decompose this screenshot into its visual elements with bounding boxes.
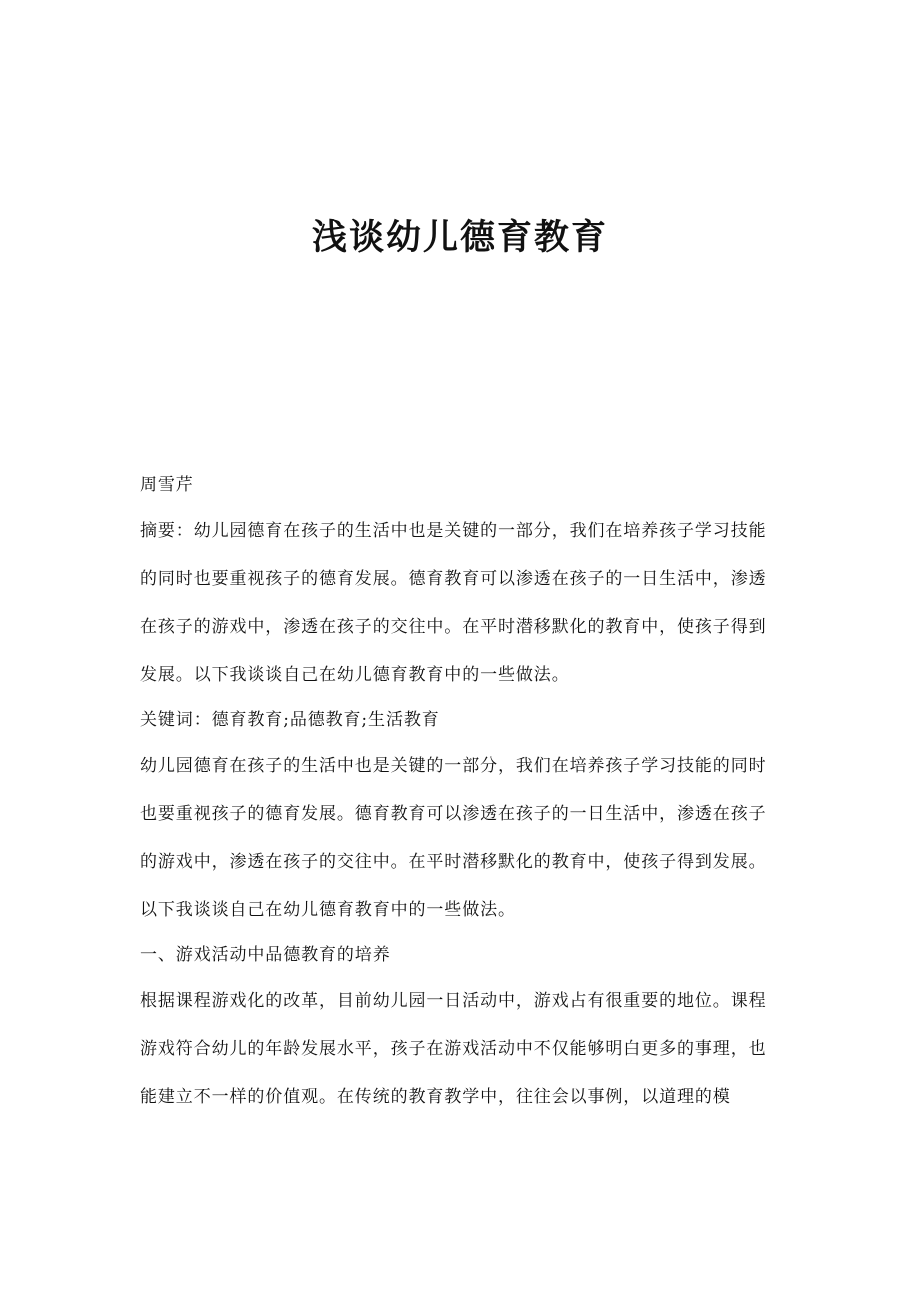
document-body [140, 470, 780, 1127]
intro-paragraph: 幼儿园德育在孩子的生活中也是关键的一部分，我们在培养孩子学习技能的同时也要重视孩子的德育发展。德育教育可以渗透在孩子的一日生活中，渗透在孩子的游戏中，渗透在孩子的交往中。在平时潜移默化的教育中，使孩子得到发展。以下我谈谈自己在幼儿德育教育中的一些做法。 [140, 756, 767, 920]
document-title: 浅谈幼儿德育教育 [311, 217, 608, 258]
keywords-line: 关键词：德育教育;品德教育;生活教育 [140, 710, 440, 730]
abstract-paragraph: 摘要：幼儿园德育在孩子的生活中也是关键的一部分，我们在培养孩子学习技能的同时也要重视孩子的德育发展。德育教育可以渗透在孩子的一日生活中，渗透在孩子的游戏中，渗透在孩子的交往中。在平时潜移默化的教育中，使孩子得到发展。以下我谈谈自己在幼儿德育教育中的一些做法。 [140, 521, 767, 685]
author-name: 周雪芹 [140, 475, 194, 495]
section-heading: 一、游戏活动中品德教育的培养 [140, 945, 391, 965]
section-paragraph: 根据课程游戏化的改革，目前幼儿园一日活动中，游戏占有很重要的地位。课程游戏符合幼儿的年龄发展水平，孩子在游戏活动中不仅能够明白更多的事理，也能建立不一样的价值观。在传统的教育教学中，往往会以事例，以道理的模 [140, 991, 767, 1107]
